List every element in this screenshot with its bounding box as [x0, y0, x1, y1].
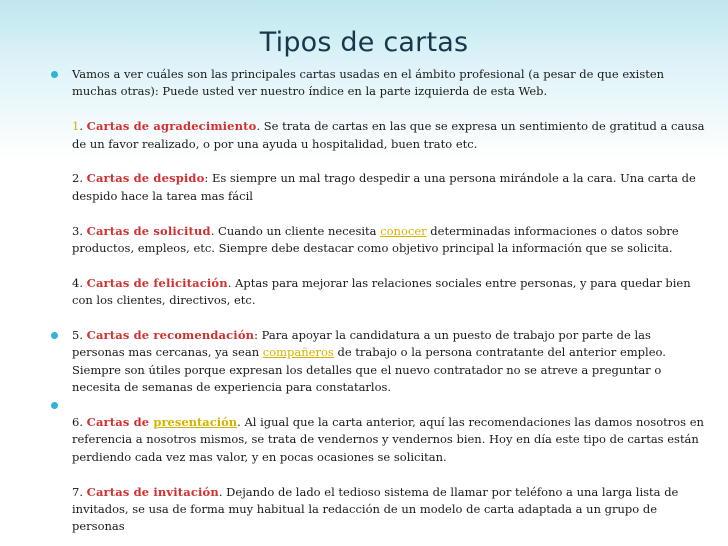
conocer-link[interactable]: conocer	[380, 223, 427, 238]
item-6-text: . Al igual que la carta anterior, aquí las recomendaciones las damos nosotros en referencia a nosotros mismos, se trata de vendernos y vendernos bien. Hoy en día este tipo de cartas están perdiendo cada vez mas valor, y en pocas ocasiones se solicitan.	[72, 415, 704, 464]
bullet-icon	[51, 332, 58, 339]
item-3-number: 3	[72, 223, 80, 238]
item-4-number: 4	[72, 275, 80, 290]
item-2-number: 2	[72, 171, 80, 186]
item-6-number: 6	[72, 415, 80, 430]
item-5: 5. Cartas de recomendación: Para apoyar la candidatura a un puesto de trabajo por parte de las personas mas cercanas, ya sean compañeros de trabajo o la persona contratante del anterior empleo. Siempre son útiles porque expresan los detalles que el nuevo contratador no se atreve a preguntar o necesita de semanas de experiencia para constatarlos.	[72, 327, 706, 397]
presentacion-link[interactable]: presentación	[153, 415, 238, 430]
item-1: 1. Cartas de agradecimiento. Se trata de cartas en las que se expresa un sentimiento de gratitud a causa de un favor realizado, o por una ayuda u hospitalidad, buen trato etc.	[72, 119, 705, 151]
item-3-term: Cartas de solicitud	[86, 223, 211, 238]
item-2: 2. Cartas de despido: Es siempre un mal trago despedir a una persona mirándole a la cara. Una carta de despido hace la tarea mas fácil	[72, 171, 696, 203]
item-1-number[interactable]: 1	[72, 119, 80, 134]
item-4: 4. Cartas de felicitación. Aptas para mejorar las relaciones sociales entre personas, y para quedar bien con los clientes, directivos, etc.	[72, 275, 691, 308]
item-5-term: Cartas de recomendación	[86, 328, 255, 343]
item-3: 3. Cartas de solicitud. Cuando un cliente necesita conocer determinadas informaciones o datos sobre productos, empleos, etc. Siempre debe destacar como objetivo principal la información que se solicita.	[72, 223, 679, 256]
slide-title: Tipos de cartas	[259, 27, 469, 58]
item-1-term: Cartas de agradecimiento	[86, 119, 257, 134]
item-4-text: . Aptas para mejorar las relaciones sociales entre personas, y para quedar bien con los clientes, directivos, etc.	[72, 275, 691, 308]
empty-bullet-line	[72, 397, 706, 414]
item-6: 6. Cartas de presentación. Al igual que la carta anterior, aquí las recomendaciones las damos nosotros en referencia a nosotros mismos, se trata de vendernos y vendernos bien. Hoy en día este tipo de cartas están perdiendo cada vez mas valor, y en pocas ocasiones se solicitan.	[72, 415, 704, 464]
bullet-icon	[51, 71, 58, 78]
item-2-term: Cartas de despido	[86, 171, 205, 186]
item-6-term: Cartas de	[86, 415, 154, 430]
item-1-text: . Se trata de cartas en las que se expresa un sentimiento de gratitud a causa de un favor realizado, o por una ayuda u hospitalidad, buen trato etc.	[72, 119, 705, 151]
companeros-link[interactable]: compañeros	[262, 345, 334, 360]
bullet-icon	[51, 402, 58, 409]
item-7: 7. Cartas de invitación. Dejando de lado el tedioso sistema de llamar por teléfono a una larga lista de invitados, se usa de forma muy habitual la redacción de un modelo de carta adaptada a un grupo de personas	[72, 484, 679, 534]
slide-body	[72, 66, 706, 536]
item-4-term: Cartas de felicitación	[86, 275, 228, 290]
intro-text: Vamos a ver cuáles son las principales cartas usadas en el ámbito profesional (a pesar de que existen muchas otras): Puede usted ver nuestro índice en la parte izquierda de esta Web.	[72, 67, 665, 99]
item-7-number: 7	[72, 484, 80, 499]
intro-paragraph	[72, 66, 706, 101]
item-7-term: Cartas de invitación	[86, 484, 219, 499]
item-2-text: : Es siempre un mal trago despedir a una persona mirándole a la cara. Una carta de despido hace la tarea mas fácil	[72, 171, 696, 203]
item-5-number: 5	[72, 328, 80, 343]
item-7-text: . Dejando de lado el tedioso sistema de llamar por teléfono a una larga lista de invitados, se usa de forma muy habitual la redacción de un modelo de carta adaptada a un grupo de personas	[72, 484, 679, 534]
